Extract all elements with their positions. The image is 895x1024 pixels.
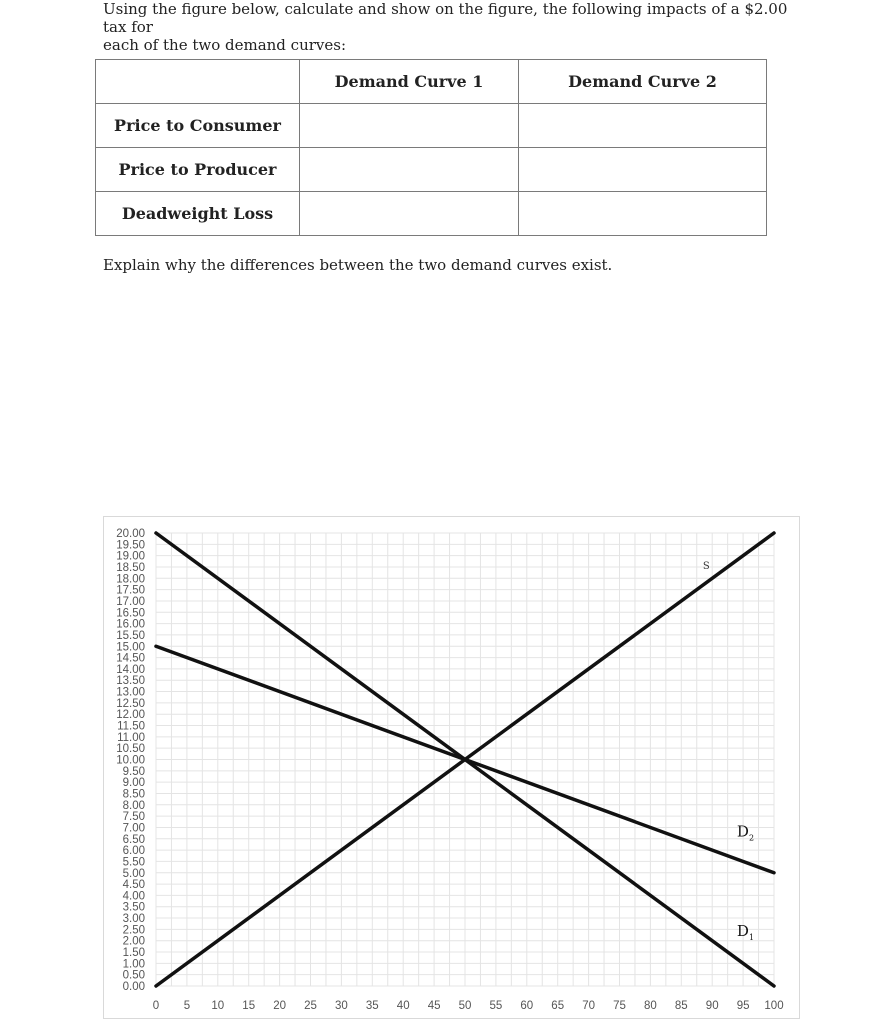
y-tick-label: 0.00: [122, 981, 145, 993]
y-tick-label: 16.00: [116, 618, 145, 631]
x-tick-label: 20: [273, 1000, 286, 1012]
y-tick-label: 4.50: [122, 879, 145, 892]
x-tick-label: 30: [335, 1000, 348, 1012]
instructions-line-2: each of the two demand curves:: [103, 36, 347, 54]
y-tick-label: 16.50: [116, 607, 145, 620]
x-tick-label: 75: [613, 1000, 626, 1012]
explain-question: Explain why the differences between the two demand curves exist.: [103, 256, 613, 274]
table-header-curve-1: Demand Curve 1: [300, 60, 519, 104]
y-tick-label: 17.00: [116, 595, 145, 608]
y-tick-label: 1.50: [122, 947, 145, 960]
y-tick-label: 12.50: [116, 697, 145, 710]
y-tick-label: 3.50: [122, 901, 145, 914]
y-tick-label: 8.50: [122, 788, 145, 801]
x-tick-label: 35: [365, 1000, 379, 1012]
y-tick-label: 13.00: [116, 686, 145, 699]
x-tick-label: 10: [211, 1000, 225, 1012]
curve-label-d1: $D_1$: [736, 922, 755, 943]
x-tick-label: 50: [458, 1000, 472, 1012]
y-tick-label: 11.00: [117, 731, 145, 744]
y-tick-label: 18.00: [116, 573, 145, 586]
y-tick-label: 15.00: [116, 641, 145, 654]
y-tick-label: 4.00: [122, 890, 145, 903]
y-tick-label: 14.50: [116, 652, 145, 665]
y-tick-label: 9.50: [122, 765, 145, 778]
y-tick-label: 15.50: [116, 629, 145, 642]
row-label-deadweight-loss: Deadweight Loss: [96, 192, 300, 236]
y-tick-label: 19.50: [116, 539, 145, 552]
y-tick-label: 20.00: [116, 528, 145, 540]
x-tick-label: 55: [489, 1000, 503, 1012]
y-tick-label: 2.00: [122, 935, 145, 948]
x-tick-label: 90: [705, 1000, 719, 1012]
y-tick-label: 10.00: [116, 754, 145, 767]
y-tick-label: 5.00: [122, 867, 145, 880]
y-tick-label: 9.00: [122, 777, 145, 790]
x-tick-label: 25: [304, 1000, 317, 1012]
instructions-line-1: Using the figure below, calculate and show on the figure, the following impacts of a $2.00 tax for: [103, 0, 788, 36]
row-label-price-to-producer: Price to Producer: [96, 148, 300, 192]
x-tick-label: 85: [674, 1000, 688, 1012]
y-tick-label: 18.50: [116, 561, 145, 574]
x-tick-label: 70: [582, 1000, 595, 1012]
y-tick-label: 19.00: [116, 550, 145, 563]
x-tick-label: 60: [520, 1000, 534, 1012]
x-tick-label: 40: [396, 1000, 410, 1012]
y-tick-label: 0.50: [122, 969, 145, 982]
table-header-curve-2: Demand Curve 2: [519, 60, 767, 104]
row-label-price-to-consumer: Price to Consumer: [96, 104, 300, 148]
x-tick-label: 80: [644, 1000, 657, 1012]
y-tick-label: 6.00: [122, 845, 145, 858]
x-tick-label: 5: [183, 1000, 191, 1012]
y-tick-label: 10.50: [116, 743, 145, 756]
x-tick-label: 65: [551, 1000, 565, 1012]
x-tick-label: 95: [736, 1000, 750, 1012]
x-tick-label: 0: [152, 1000, 160, 1012]
y-tick-label: 5.50: [122, 856, 145, 869]
y-tick-label: 17.50: [116, 584, 145, 597]
y-tick-label: 14.00: [116, 663, 145, 676]
y-tick-label: 3.00: [122, 913, 145, 926]
y-tick-label: 7.00: [122, 822, 145, 835]
x-tick-label: 45: [427, 1000, 441, 1012]
y-tick-label: 6.50: [122, 833, 145, 846]
y-tick-label: 2.50: [122, 924, 145, 937]
y-tick-label: 1.00: [122, 958, 145, 971]
y-tick-label: 12.00: [116, 709, 145, 722]
curve-label-s: S: [702, 561, 710, 573]
y-tick-label: 8.00: [122, 799, 145, 812]
x-tick-label: 100: [764, 1000, 784, 1012]
x-tick-label: 15: [242, 1000, 256, 1012]
curve-label-d2: $D_2$: [736, 822, 755, 843]
y-tick-label: 13.50: [116, 675, 145, 688]
y-tick-label: 7.50: [122, 811, 145, 824]
y-tick-label: 11.50: [117, 720, 145, 733]
